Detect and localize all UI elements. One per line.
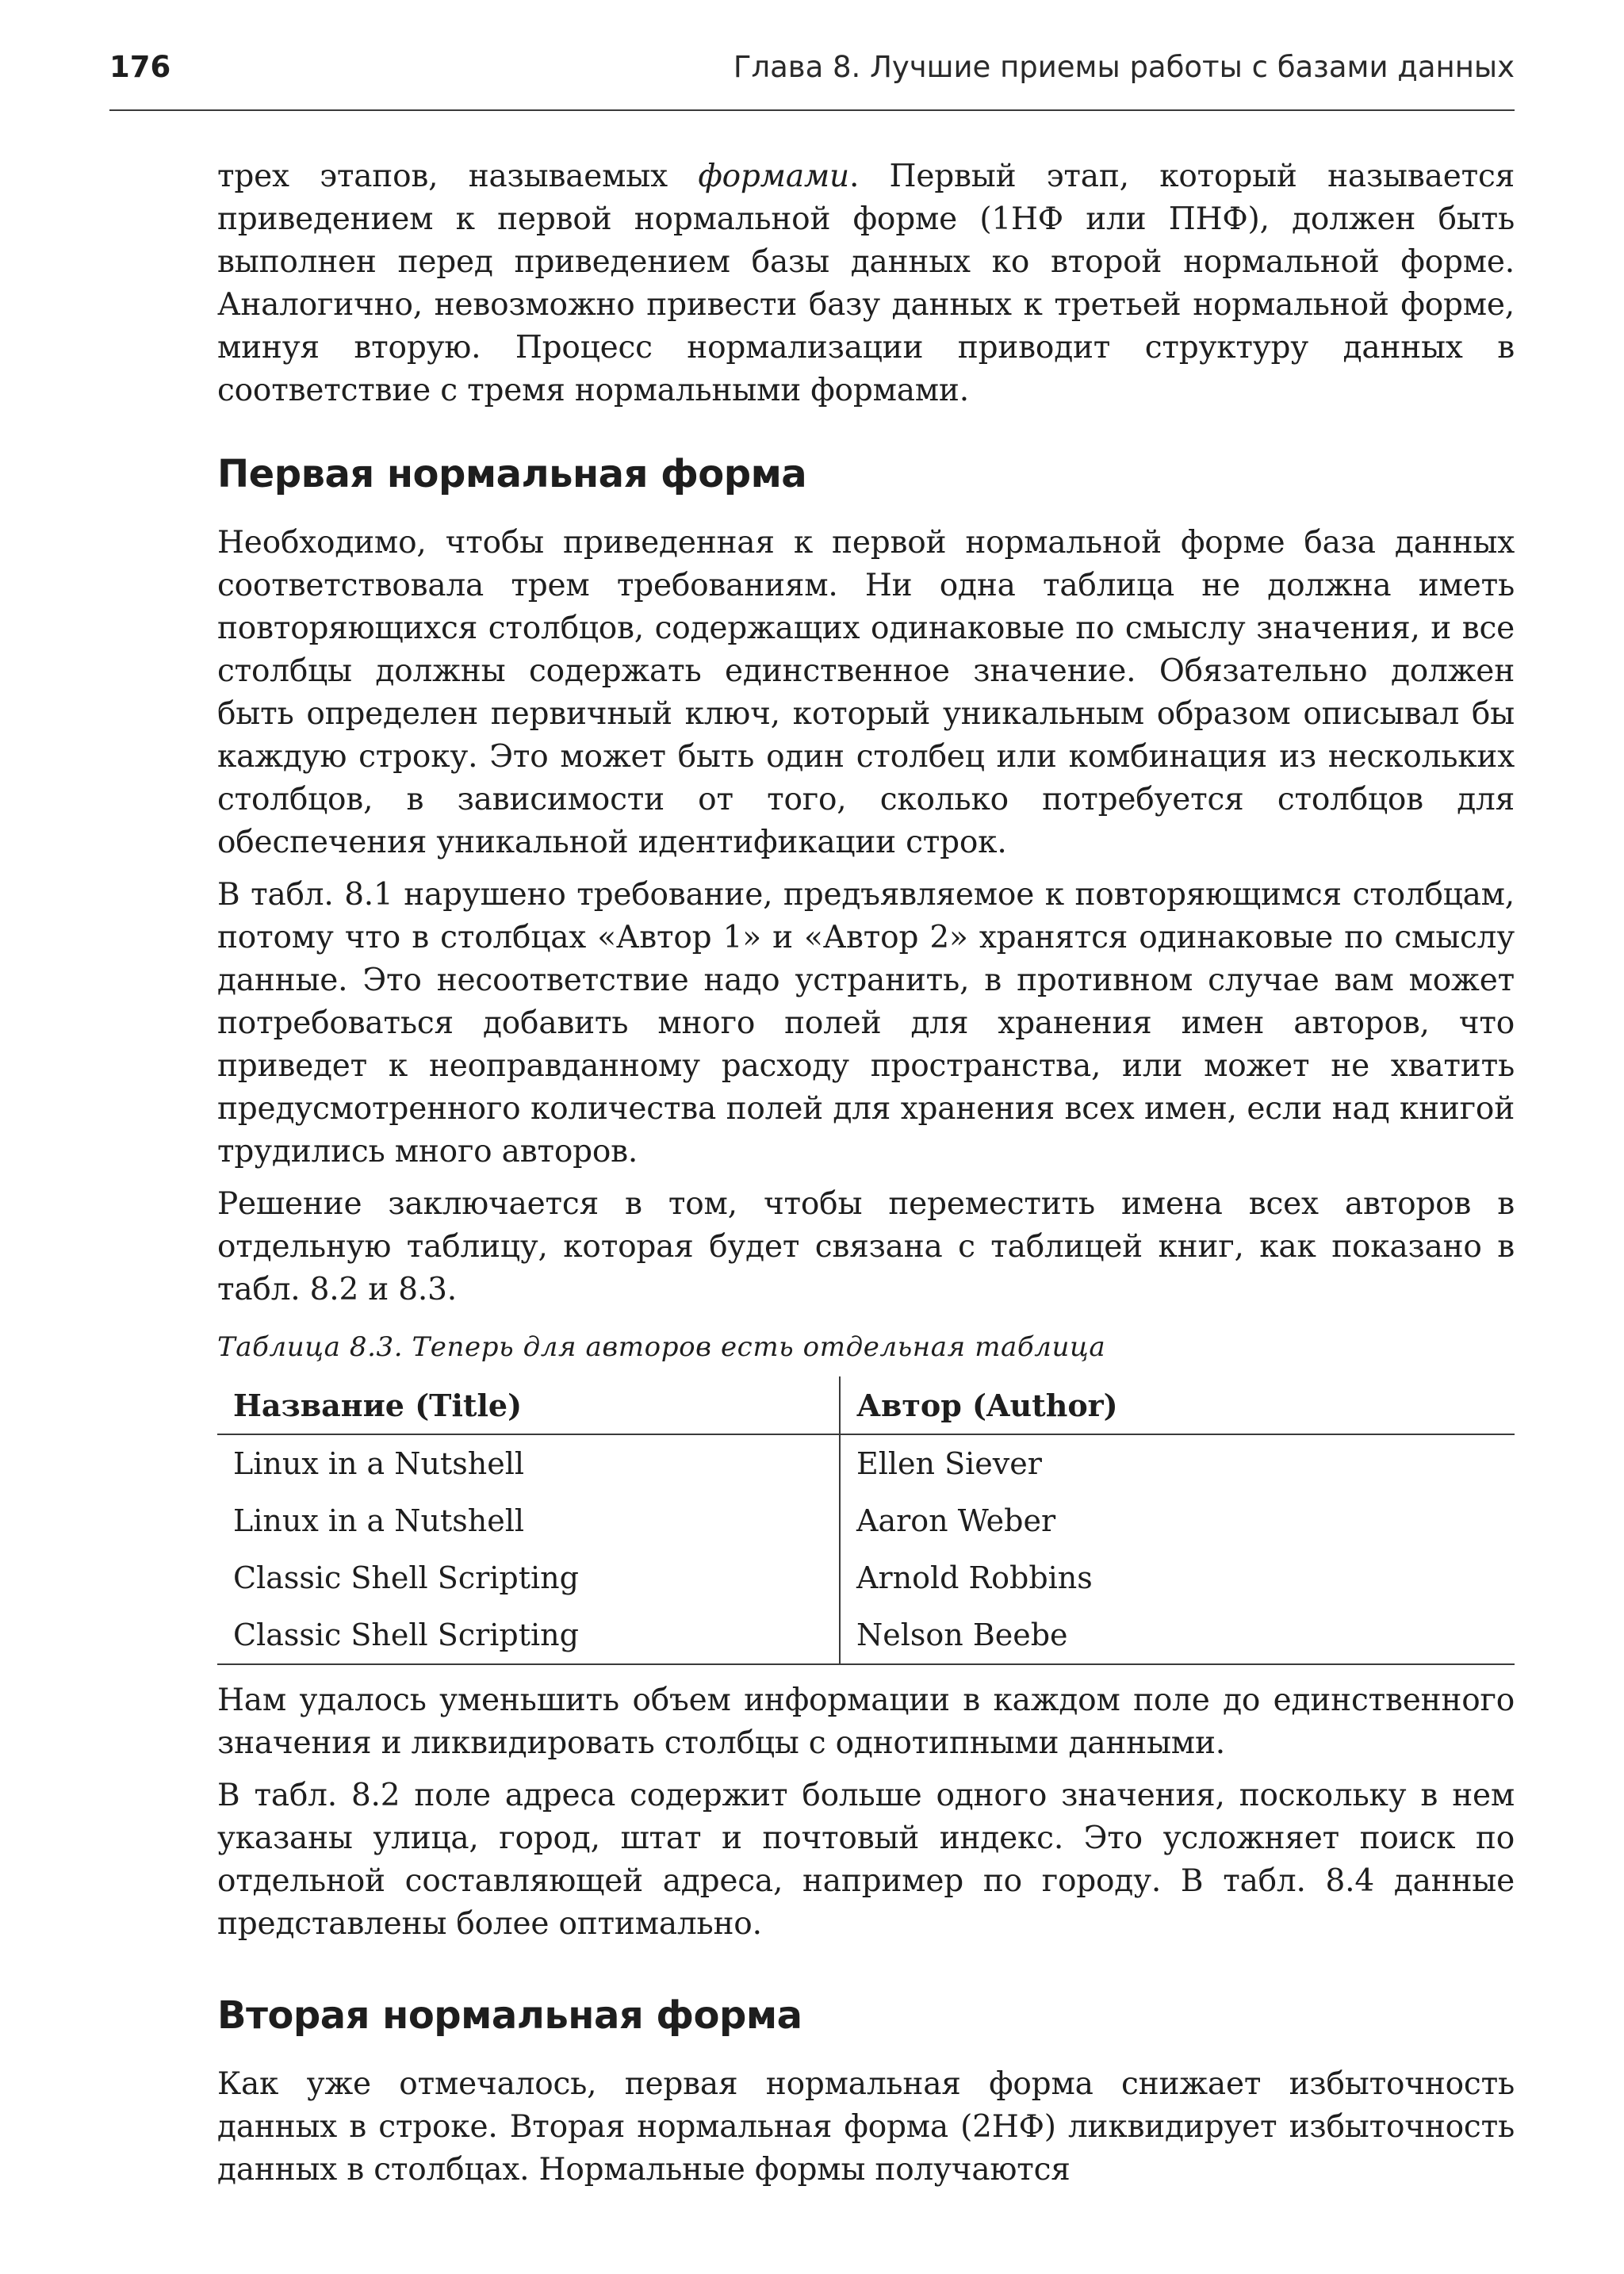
authors-table [217, 1376, 1515, 1665]
table-header-row [217, 1376, 1515, 1434]
section-heading-first-normal-form: Первая нормальная форма [217, 452, 807, 496]
paragraph: В табл. 8.2 поле адреса содержит больше одного значения, поскольку в нем указаны улица, город, штат и почтовый индекс. Это усложняет поиск по отдельной составляющей адреса, например по городу. В табл. 8.4 данные представлены более оптимально. [217, 1778, 1515, 1942]
running-header [109, 46, 1515, 111]
table-caption: Таблица 8.3. Теперь для авторов есть отдельная таблица [217, 1331, 1106, 1363]
author-cell: Arnold Robbins [856, 1560, 1093, 1595]
title-cell: Classic Shell Scripting [217, 1549, 840, 1606]
italic-term: формами [698, 159, 849, 194]
table-row [217, 1549, 1515, 1606]
page-number: 176 [109, 50, 171, 84]
paragraph: Как уже отмечалось, первая нормальная форма снижает избыточность данных в строке. Вторая нормальная форма (2НФ) ликвидирует избыточность данных в столбцах. Нормальные формы получаются [217, 2066, 1515, 2188]
chapter-title: Глава 8. Лучшие приемы работы с базами данных [733, 50, 1515, 84]
title-cell: Linux in a Nutshell [217, 1434, 840, 1492]
paragraph: В табл. 8.1 нарушено требование, предъявляемое к повторяющимся столбцам, потому что в столбцах «Автор 1» и «Автор 2» хранятся одинаковые по смыслу данные. Это несоответствие надо устранить, в противном случае вам может потребоваться добавить много полей для хранения имен авторов, что приведет к неоправданному расходу пространства, или может не хватить предусмотренного количества полей для хранения всех имен, если над книгой трудились много авторов. [217, 877, 1515, 1170]
intro-text-start: трех этапов, называемых [217, 159, 699, 194]
table-row [217, 1434, 1515, 1492]
column-header-author: Автор (Author) [840, 1376, 1515, 1434]
section-heading-second-normal-form: Вторая нормальная форма [217, 1993, 802, 2038]
table-row [217, 1492, 1515, 1549]
column-header-title: Название (Title) [217, 1376, 840, 1434]
title-cell: Linux in a Nutshell [217, 1492, 840, 1549]
paragraph: Необходимо, чтобы приведенная к первой нормальной форме база данных соответствовала трем требованиям. Ни одна таблица не должна иметь повторяющихся столбцов, содержащих одинаковые по смыслу значения, и все столбцы должны содержать единственное значение. Обязательно должен быть определен первичный ключ, который уникальным образом описывал бы каждую строку. Это может быть один столбец или комбинация из нескольких столбцов, в зависимости от того, сколько потребуется столбцов для обеспечения уникальной идентификации строк. [217, 525, 1515, 860]
author-cell: Aaron Weber [856, 1503, 1056, 1538]
title-cell: Classic Shell Scripting [217, 1606, 840, 1664]
intro-text-end: . Первый этап, который называется приведением к первой нормальной форме (1НФ или ПНФ), должен быть выполнен перед приведением базы данных ко второй нормальной форме. Аналогично, невозможно привести базу данных к третьей нормальной форме, минуя вторую. Процесс нормализации приводит структуру данных в соответствие с тремя нормальными формами. [217, 159, 1515, 408]
page-body [217, 155, 1515, 2192]
paragraph: Решение заключается в том, чтобы переместить имена всех авторов в отдельную таблицу, которая будет связана с таблицей книг, как показано в табл. 8.2 и 8.3. [217, 1186, 1515, 1307]
paragraph: Нам удалось уменьшить объем информации в каждом поле до единственного значения и ликвидировать столбцы с однотипными данными. [217, 1683, 1515, 1761]
table-row [217, 1606, 1515, 1664]
author-cell: Nelson Beebe [840, 1606, 1515, 1664]
author-cell: Ellen Siever [856, 1446, 1042, 1481]
intro-paragraph [217, 155, 1515, 412]
